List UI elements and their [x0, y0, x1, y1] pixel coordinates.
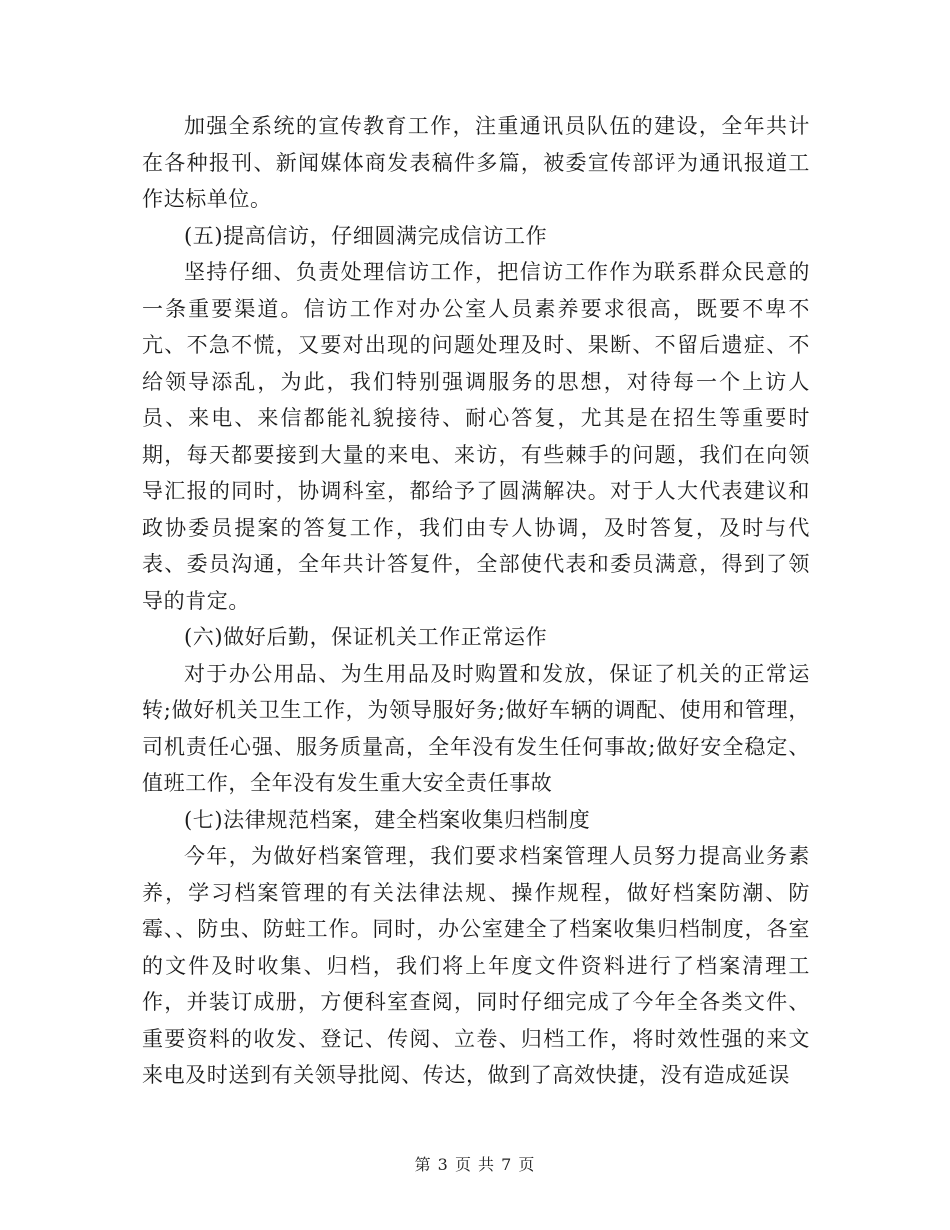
section-heading-archives: (七)法律规范档案，建全档案收集归档制度 — [184, 807, 591, 832]
paragraph-archives: 今年，为做好档案管理，我们要求档案管理人员努力提高业务素养，学习档案管理的有关法律法规、操作规程，做好档案防潮、防霉、、防虫、防蛀工作。同时，办公室建全了档案收集归档制度，各室的文件及时收集、归档，我们将上年度文件资料进行了档案清理工作，并装订成册，方便科室查阅，同时仔细完成了今年全各类文件、重要资料的收发、登记、传阅、立卷、归档工作，将时效性强的来文来电及时送到有关领导批阅、传达，做到了高效快捷，没有造成延误 — [142, 844, 810, 1087]
section-heading-logistics: (六)做好后勤，保证机关工作正常运作 — [184, 625, 548, 649]
document-body — [142, 108, 810, 1094]
section-heading-petitions: (五)提高信访，仔细圆满完成信访工作 — [184, 223, 548, 248]
paragraph-publicity: 加强全系统的宣传教育工作，注重通讯员队伍的建设，全年共计在各种报刊、新闻媒体商发表稿件多篇，被委宣传部评为通讯报道工作达标单位。 — [142, 114, 810, 211]
paragraph-petitions: 坚持仔细、负责处理信访工作，把信访工作作为联系群众民意的一条重要渠道。信访工作对办公室人员素养要求很高，既要不卑不亢、不急不慌，又要对出现的问题处理及时、果断、不留后遗症、不给领导添乱，为此，我们特别强调服务的思想，对待每一个上访人员、来电、来信都能礼貌接待、耐心答复，尤其是在招生等重要时期，每天都要接到大量的来电、来访，有些棘手的问题，我们在向领导汇报的同时，协调科室，都给予了圆满解决。对于人大代表建议和政协委员提案的答复工作，我们由专人协调，及时答复，及时与代表、委员沟通，全年共计答复件，全部使代表和委员满意，得到了领导的肯定。 — [142, 260, 810, 613]
page-number-footer: 第 3 页 共 7 页 — [414, 1155, 536, 1174]
paragraph-logistics: 对于办公用品、为生用品及时购置和发放，保证了机关的正常运转;做好机关卫生工作，为领导服好务;做好车辆的调配、使用和管理，司机责任心强、服务质量高，全年没有发生任何事故;做好安全稳定、值班工作，全年没有发生重大安全责任事故 — [142, 661, 810, 795]
